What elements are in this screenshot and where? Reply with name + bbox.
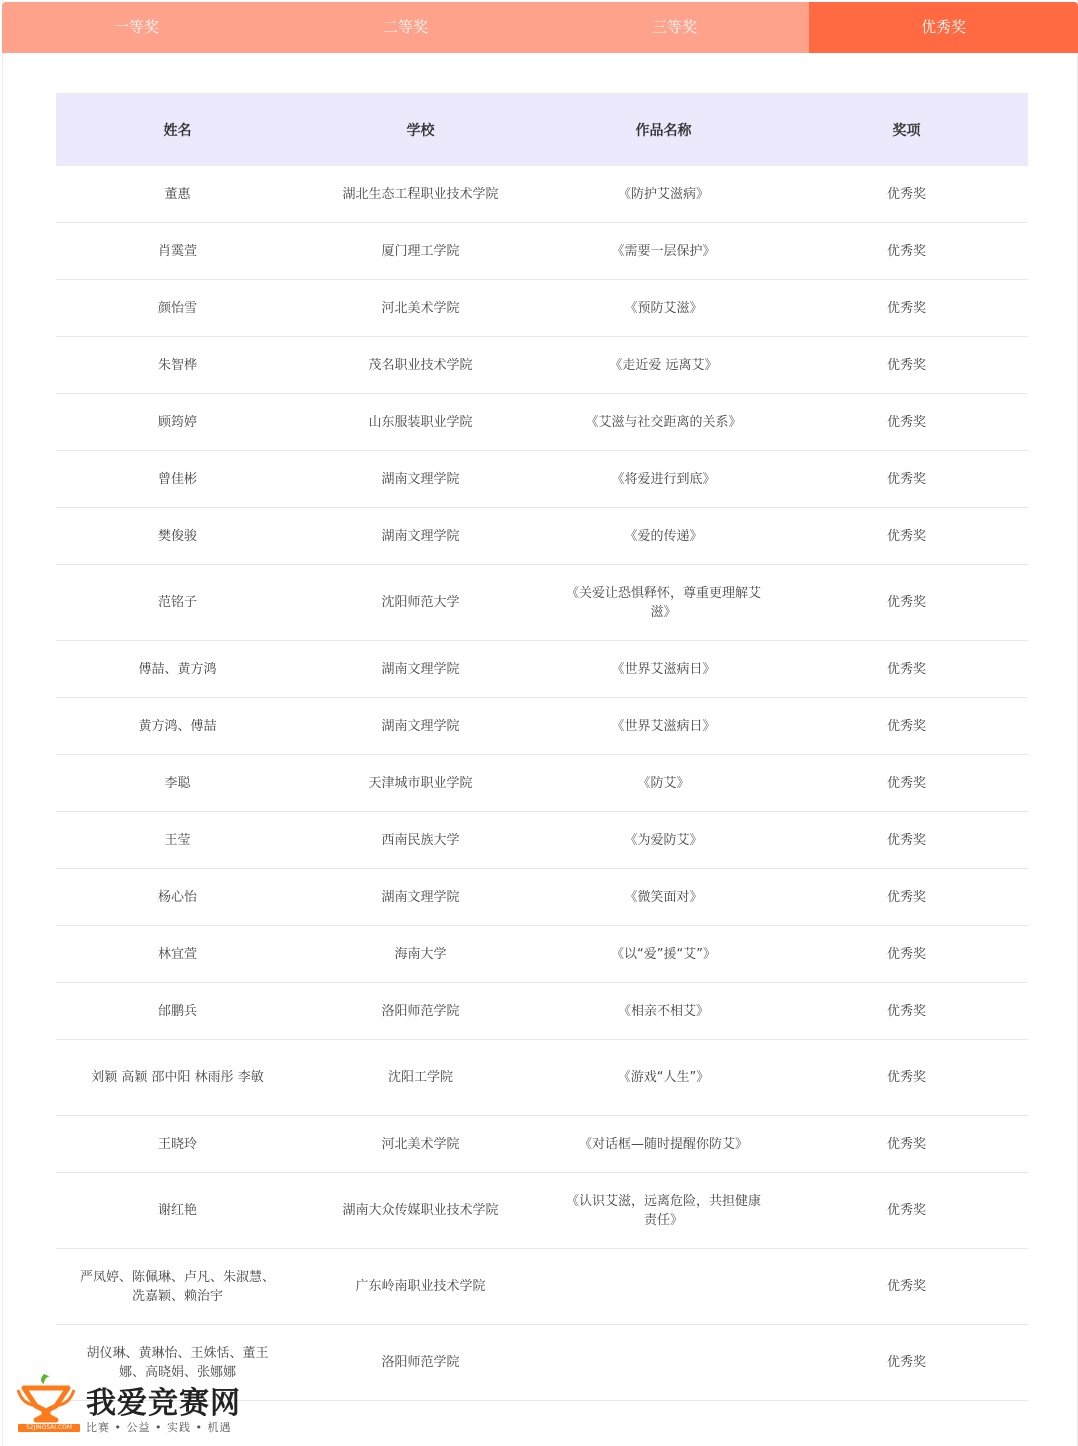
cell-name: 杨心怡 [157, 889, 197, 905]
cell-school: 广东岭南职业技术学院 [355, 1279, 486, 1294]
cell-school: 海南大学 [394, 946, 447, 962]
cell-name: 邰鹏兵 [157, 1003, 197, 1019]
cell-name: 樊俊骏 [157, 528, 197, 544]
cell-name: 刘颖 高颖 邵中阳 林雨彤 李敏 [91, 1070, 264, 1085]
cell-name: 严凤婷、陈佩琳、卢凡、朱淑慧、冼嘉颖、赖治宇 [79, 1269, 275, 1304]
tab-first-prize[interactable]: 一等奖 [2, 2, 271, 53]
cell-award: 优秀奖 [886, 414, 926, 430]
table-row [56, 926, 1028, 983]
table-row [56, 394, 1028, 451]
cell-school: 湖南文理学院 [381, 661, 460, 677]
cell-work: 《游戏“人生”》 [617, 1070, 710, 1085]
cell-award: 优秀奖 [886, 661, 926, 677]
cell-work: 《以“爱”援“艾”》 [611, 946, 716, 962]
table-row [56, 1116, 1028, 1173]
tab-third-prize[interactable]: 三等奖 [540, 2, 809, 53]
cell-school: 西南民族大学 [381, 832, 460, 848]
cell-award: 优秀奖 [886, 243, 926, 259]
cell-award: 优秀奖 [886, 300, 926, 316]
cell-work: 《走近爱 远离艾》 [609, 357, 718, 373]
cell-name: 谢红艳 [157, 1203, 197, 1218]
table-row [56, 280, 1028, 337]
table-row [56, 565, 1028, 641]
cell-work: 《关爱让恐惧释怀，尊重更理解艾滋》 [565, 585, 761, 620]
table-row [56, 698, 1028, 755]
cell-school: 河北美术学院 [381, 300, 460, 316]
logo-title: 我爱竞赛网 [86, 1386, 241, 1421]
table-row [56, 983, 1028, 1040]
header-award: 奖项 [892, 122, 921, 139]
cell-school: 沈阳师范大学 [381, 595, 460, 610]
table-row [56, 337, 1028, 394]
cell-school: 洛阳师范学院 [381, 1355, 460, 1370]
cell-award: 优秀奖 [886, 1279, 926, 1294]
cell-name: 肖霙萱 [157, 243, 197, 259]
cell-name: 顾筠婷 [157, 414, 197, 430]
cell-name: 王晓玲 [157, 1136, 197, 1152]
table-body [56, 166, 1028, 1401]
cell-school: 沈阳工学院 [387, 1070, 453, 1085]
cell-award: 优秀奖 [886, 1203, 926, 1218]
cell-work: 《防艾》 [637, 775, 690, 791]
table-row [56, 812, 1028, 869]
cell-school: 山东服装职业学院 [368, 414, 473, 430]
cell-school: 湖南大众传媒职业技术学院 [342, 1203, 499, 1218]
cell-name: 曾佳彬 [157, 471, 197, 487]
trophy-cup-icon [14, 1372, 78, 1432]
cell-name: 颜怡雪 [157, 300, 197, 316]
table-row [56, 1040, 1028, 1116]
cell-work: 《为爱防艾》 [624, 832, 703, 848]
cell-work [542, 1249, 785, 1324]
cell-work: 《防护艾滋病》 [617, 186, 709, 202]
table-row [56, 1249, 1028, 1325]
tab-second-prize[interactable]: 二等奖 [271, 2, 540, 53]
header-name: 姓名 [163, 122, 192, 139]
cell-name: 傅喆、黄方鸿 [138, 661, 217, 677]
cell-award: 优秀奖 [886, 186, 926, 202]
cell-work: 《预防艾滋》 [624, 300, 703, 316]
cell-name: 朱智桦 [157, 357, 197, 373]
cell-school: 洛阳师范学院 [381, 1003, 460, 1019]
winners-table [56, 93, 1028, 1401]
table-row [56, 755, 1028, 812]
cell-work: 《对话框—随时提醒你防艾》 [578, 1136, 748, 1152]
cell-school: 天津城市职业学院 [368, 775, 473, 791]
cell-award: 优秀奖 [886, 1355, 926, 1370]
cell-work: 《世界艾滋病日》 [611, 661, 716, 677]
cell-work: 《需要一层保护》 [611, 243, 716, 259]
cell-school: 湖南文理学院 [381, 718, 460, 734]
table-row [56, 641, 1028, 698]
cell-work: 《相亲不相艾》 [617, 1003, 709, 1019]
table-row [56, 1173, 1028, 1249]
table-row [56, 223, 1028, 280]
cell-name: 董惠 [164, 186, 191, 202]
site-logo[interactable] [14, 1372, 274, 1438]
cell-work: 《爱的传递》 [624, 528, 703, 544]
cell-school: 厦门理工学院 [381, 243, 460, 259]
cell-work: 《将爱进行到底》 [611, 471, 716, 487]
cell-award: 优秀奖 [886, 718, 926, 734]
table-row [56, 869, 1028, 926]
cell-name: 范铭子 [157, 595, 197, 610]
table-header [56, 93, 1028, 166]
cell-name: 黄方鸿、傅喆 [138, 718, 217, 734]
cell-award: 优秀奖 [886, 1070, 926, 1085]
award-tabs [2, 2, 1078, 53]
cell-award: 优秀奖 [886, 595, 926, 610]
cell-award: 优秀奖 [886, 1136, 926, 1152]
cell-name: 胡仪琳、黄琳怡、王姝恬、董王娜、高晓娟、张娜娜 [86, 1345, 269, 1380]
table-row [56, 508, 1028, 565]
table-row [56, 166, 1028, 223]
cell-award: 优秀奖 [886, 357, 926, 373]
cell-award: 优秀奖 [886, 1003, 926, 1019]
cell-work [542, 1325, 785, 1400]
tab-excellence-prize[interactable]: 优秀奖 [809, 2, 1078, 53]
logo-slogan: 比赛 • 公益 • 实践 • 机遇 [86, 1421, 232, 1434]
table-row [56, 451, 1028, 508]
cell-work: 《世界艾滋病日》 [611, 718, 716, 734]
cell-work: 《认识艾滋，远离危险，共担健康责任》 [565, 1193, 761, 1228]
cell-name: 王莹 [164, 832, 191, 848]
header-school: 学校 [406, 122, 435, 139]
logo-domain: 52JINGSAI.COM [18, 1424, 80, 1432]
cell-school: 湖南文理学院 [381, 528, 460, 544]
cell-school: 湖南文理学院 [381, 471, 460, 487]
cell-award: 优秀奖 [886, 471, 926, 487]
cell-award: 优秀奖 [886, 946, 926, 962]
cell-name: 李聪 [164, 775, 191, 791]
cell-school: 湖北生态工程职业技术学院 [342, 186, 499, 202]
cell-work: 《微笑面对》 [624, 889, 703, 905]
cell-award: 优秀奖 [886, 889, 926, 905]
cell-school: 湖南文理学院 [381, 889, 460, 905]
cell-name: 林宜萱 [157, 946, 197, 962]
header-work: 作品名称 [635, 122, 692, 139]
cell-work: 《艾滋与社交距离的关系》 [585, 414, 742, 430]
cell-award: 优秀奖 [886, 832, 926, 848]
cell-school: 茂名职业技术学院 [368, 357, 473, 373]
cell-award: 优秀奖 [886, 528, 926, 544]
cell-school: 河北美术学院 [381, 1136, 460, 1152]
cell-award: 优秀奖 [886, 775, 926, 791]
